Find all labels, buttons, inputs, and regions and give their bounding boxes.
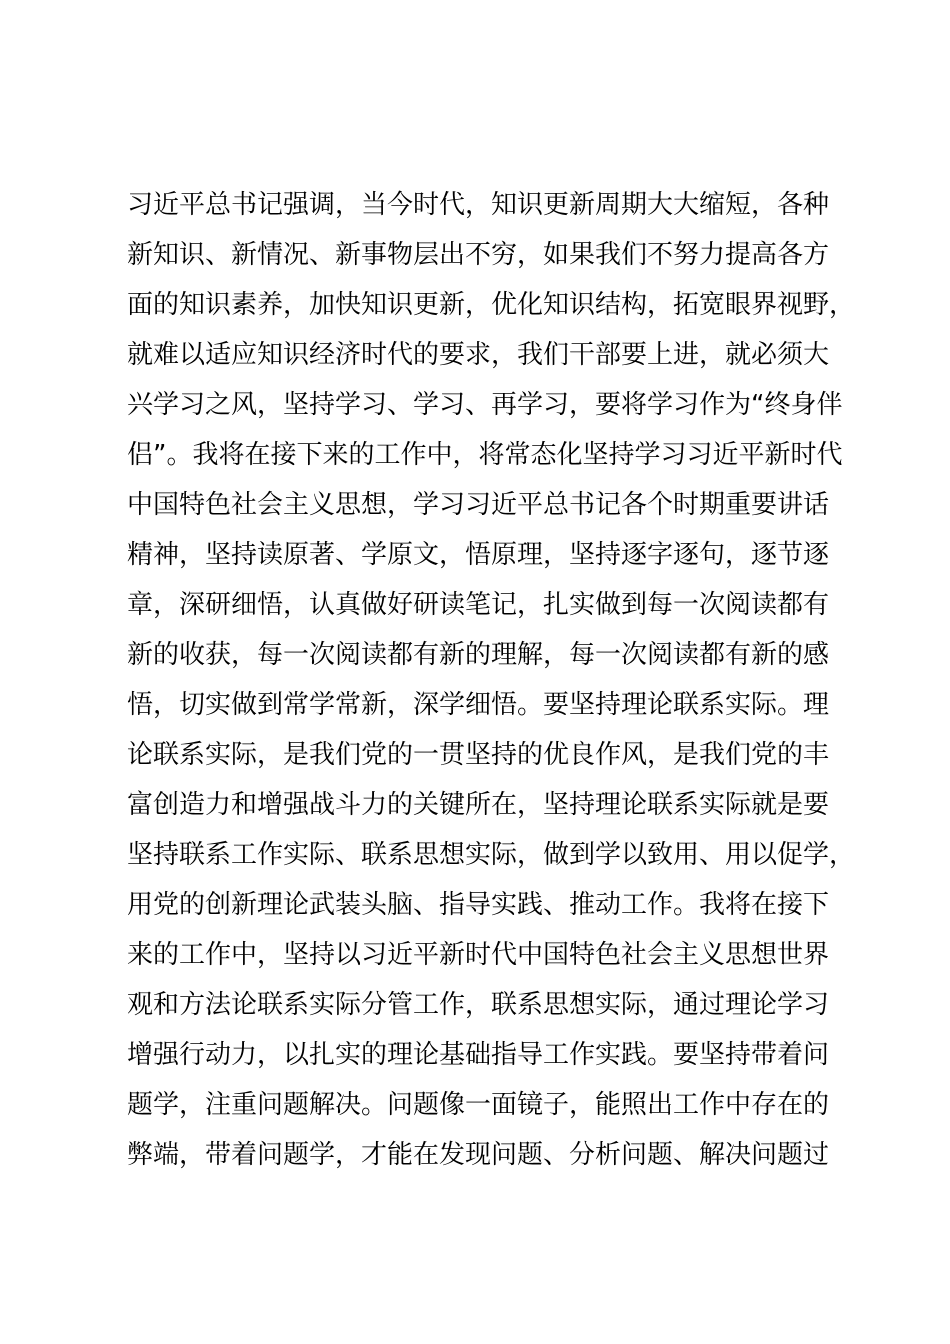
- text-line-6: 侣”。我将在接下来的工作中，将常态化坚持学习习近平新时代: [127, 440, 843, 470]
- text-line-1: 习近平总书记强调，当今时代，知识更新周期大大缩短，各种: [127, 190, 830, 220]
- text-line-16: 来的工作中，坚持以习近平新时代中国特色社会主义思想世界: [127, 940, 830, 970]
- text-line-11: 悟，切实做到常学常新，深学细悟。要坚持理论联系实际。理: [127, 690, 830, 720]
- text-line-13: 富创造力和增强战斗力的关键所在，坚持理论联系实际就是要: [127, 790, 830, 820]
- text-line-14: 坚持联系工作实际、联系思想实际，做到学以致用、用以促学，: [127, 840, 856, 870]
- text-line-7: 中国特色社会主义思想，学习习近平总书记各个时期重要讲话: [127, 490, 830, 520]
- text-line-4: 就难以适应知识经济时代的要求，我们干部要上进，就必须大: [127, 340, 830, 370]
- text-line-15: 用党的创新理论武装头脑、指导实践、推动工作。我将在接下: [127, 890, 830, 920]
- body-paragraph: [127, 180, 857, 1180]
- text-line-8: 精神，坚持读原著、学原文，悟原理，坚持逐字逐句，逐节逐: [127, 540, 830, 570]
- text-line-2: 新知识、新情况、新事物层出不穷，如果我们不努力提高各方: [127, 240, 830, 270]
- text-line-10: 新的收获，每一次阅读都有新的理解，每一次阅读都有新的感: [127, 640, 830, 670]
- text-line-20: 弊端，带着问题学，才能在发现问题、分析问题、解决问题过: [127, 1140, 830, 1170]
- text-line-18: 增强行动力，以扎实的理论基础指导工作实践。要坚持带着问: [127, 1040, 830, 1070]
- text-line-9: 章，深研细悟，认真做好研读笔记，扎实做到每一次阅读都有: [127, 590, 830, 620]
- text-line-3: 面的知识素养，加快知识更新，优化知识结构，拓宽眼界视野，: [127, 290, 856, 320]
- text-line-19: 题学，注重问题解决。问题像一面镜子，能照出工作中存在的: [127, 1090, 830, 1120]
- text-line-5: 兴学习之风，坚持学习、学习、再学习，要将学习作为“终身伴: [127, 390, 843, 420]
- text-line-17: 观和方法论联系实际分管工作，联系思想实际，通过理论学习: [127, 990, 830, 1020]
- text-line-12: 论联系实际，是我们党的一贯坚持的优良作风，是我们党的丰: [127, 740, 830, 770]
